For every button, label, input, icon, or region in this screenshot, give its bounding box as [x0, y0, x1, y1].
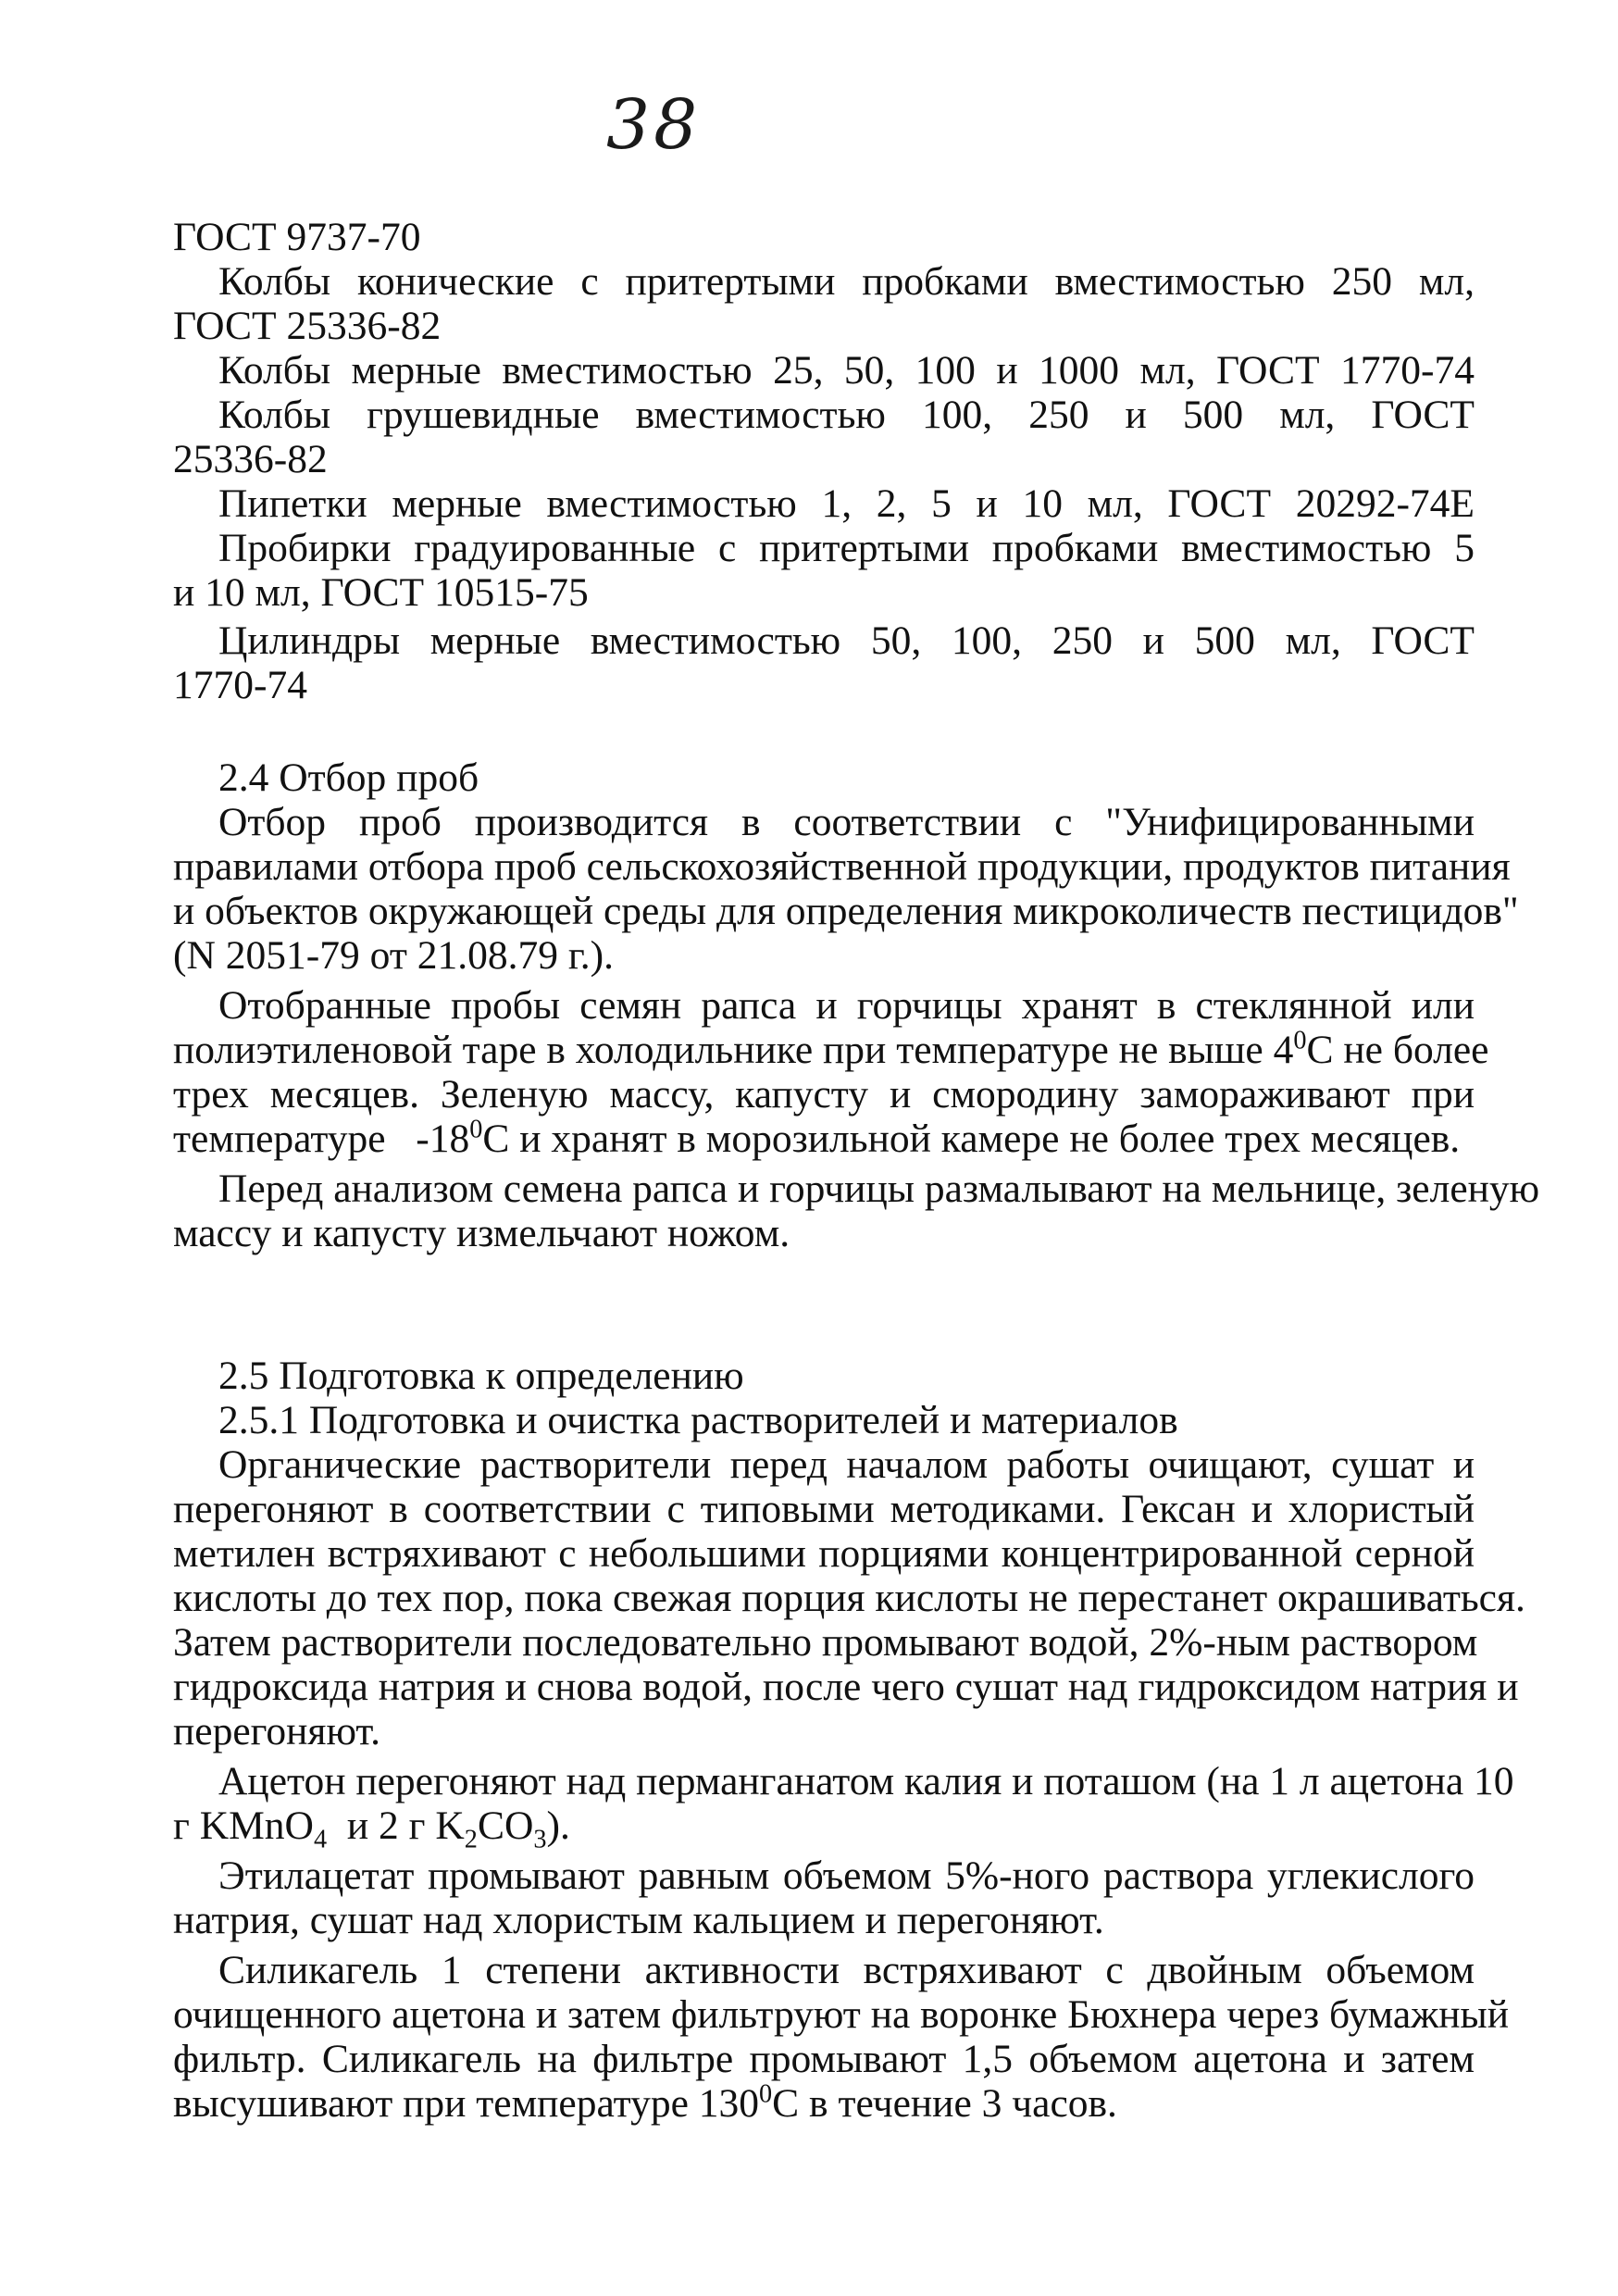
subscript: 3	[533, 1825, 547, 1854]
degree-superscript: 0	[759, 2079, 773, 2109]
subscript: 4	[313, 1825, 328, 1854]
flasks-pear-gost: 25336-82	[173, 437, 328, 481]
sampling-p1-line2: правилами отбора проб сельскохозяйственной продукции, продуктов питания	[173, 844, 1511, 889]
subscript: 2	[464, 1825, 478, 1854]
silica-line2: очищенного ацетона и затем фильтруют на воронке Бюхнера через бумажный	[173, 1992, 1510, 2037]
storage-line4-text: температуре -18	[173, 1117, 470, 1161]
flasks-conical-gost: ГОСТ 25336-82	[173, 304, 442, 348]
acetone-k-text: и 2 г K	[327, 1803, 465, 1848]
acetone-kmno-text: г KMnO	[173, 1803, 314, 1848]
solvents-line5: Затем растворители последовательно промывают водой, 2%-ным раствором	[173, 1620, 1478, 1665]
section-2-4-heading: 2.4 Отбор проб	[218, 755, 479, 800]
solvents-line4: кислоты до тех пор, пока свежая порция кислоты не перестанет окрашиваться.	[173, 1576, 1525, 1620]
solvents-line1: Органические растворители перед началом работы очищают, сушат и	[218, 1442, 1475, 1487]
silica-line3: фильтр. Силикагель на фильтре промывают 1,5 объемом ацетона и затем	[173, 2037, 1475, 2081]
cylinders-line: Цилиндры мерные вместимостью 50, 100, 250 и 500 мл, ГОСТ	[218, 618, 1475, 663]
section-2-5-heading: 2.5 Подготовка к определению	[218, 1354, 744, 1398]
test-tubes-gost: и 10 мл, ГОСТ 10515-75	[173, 570, 589, 615]
silica-line4	[173, 2078, 1475, 2129]
test-tubes-line: Пробирки градуированные с притертыми пробками вместимостью 5	[218, 526, 1475, 570]
page-number: 38	[606, 85, 702, 165]
flasks-conical-line: Колбы конические с притертыми пробками вместимостью 250 мл,	[218, 259, 1475, 304]
storage-line2-text: полиэтиленовой таре в холодильнике при температуре не выше 4	[173, 1028, 1294, 1072]
section-2-5-1-heading: 2.5.1 Подготовка и очистка растворителей и материалов	[218, 1398, 1178, 1442]
ethylacetate-line2: натрия, сушат над хлористым кальцием и перегоняют.	[173, 1898, 1104, 1942]
sampling-p1-line3: и объектов окружающей среды для определения микроколичеств пестицидов"	[173, 889, 1519, 933]
gost-9737-line: ГОСТ 9737-70	[173, 215, 421, 259]
pipettes-line: Пипетки мерные вместимостью 1, 2, 5 и 10 мл, ГОСТ 20292-74Е	[218, 481, 1475, 526]
flasks-pear-line: Колбы грушевидные вместимостью 100, 250 и 500 мл, ГОСТ	[218, 393, 1475, 437]
storage-line3: трех месяцев. Зеленую массу, капусту и смородину замораживают при	[173, 1072, 1475, 1117]
acetone-line1: Ацетон перегоняют над перманганатом калия и поташом (на 1 л ацетона 10	[218, 1759, 1514, 1803]
ethylacetate-line1: Этилацетат промывают равным объемом 5%-ного раствора углекислого	[218, 1853, 1475, 1898]
grinding-line1: Перед анализом семена рапса и горчицы размалывают на мельнице, зеленую	[218, 1167, 1540, 1211]
sampling-p1-line1: Отбор проб производится в соответствии с "Унифицированными	[218, 800, 1475, 844]
silica-line4-tail: С в течение 3 часов.	[772, 2081, 1117, 2126]
cylinders-gost: 1770-74	[173, 663, 307, 707]
acetone-close-text: ).	[546, 1803, 570, 1848]
storage-line1: Отобранные пробы семян рапса и горчицы хранят в стеклянной или	[218, 983, 1475, 1028]
flasks-volumetric-line: Колбы мерные вместимостью 25, 50, 100 и 1000 мл, ГОСТ 1770-74	[218, 348, 1475, 393]
solvents-line7: перегоняют.	[173, 1709, 380, 1753]
storage-line4	[173, 1113, 1475, 1165]
degree-superscript: 0	[469, 1115, 483, 1144]
acetone-co-text: CO	[477, 1803, 534, 1848]
degree-superscript: 0	[1293, 1026, 1307, 1055]
solvents-line3: метилен встряхивают с небольшими порциями концентрированной серной	[173, 1531, 1475, 1576]
grinding-line2: массу и капусту измельчают ножом.	[173, 1211, 790, 1255]
sampling-p1-line4: (N 2051-79 от 21.08.79 г.).	[173, 933, 614, 978]
storage-line2-tail: С не более	[1306, 1028, 1489, 1072]
silica-line1: Силикагель 1 степени активности встряхивают с двойным объемом	[218, 1948, 1475, 1992]
acetone-line2	[173, 1800, 1475, 1852]
solvents-line6: гидроксида натрия и снова водой, после чего сушат над гидроксидом натрия и	[173, 1665, 1519, 1709]
storage-line4-tail: С и хранят в морозильной камере не более трех месяцев.	[482, 1117, 1461, 1161]
silica-line4-text: высушивают при температуре 130	[173, 2081, 760, 2126]
solvents-line2: перегоняют в соответствии с типовыми методиками. Гексан и хлористый	[173, 1487, 1475, 1531]
